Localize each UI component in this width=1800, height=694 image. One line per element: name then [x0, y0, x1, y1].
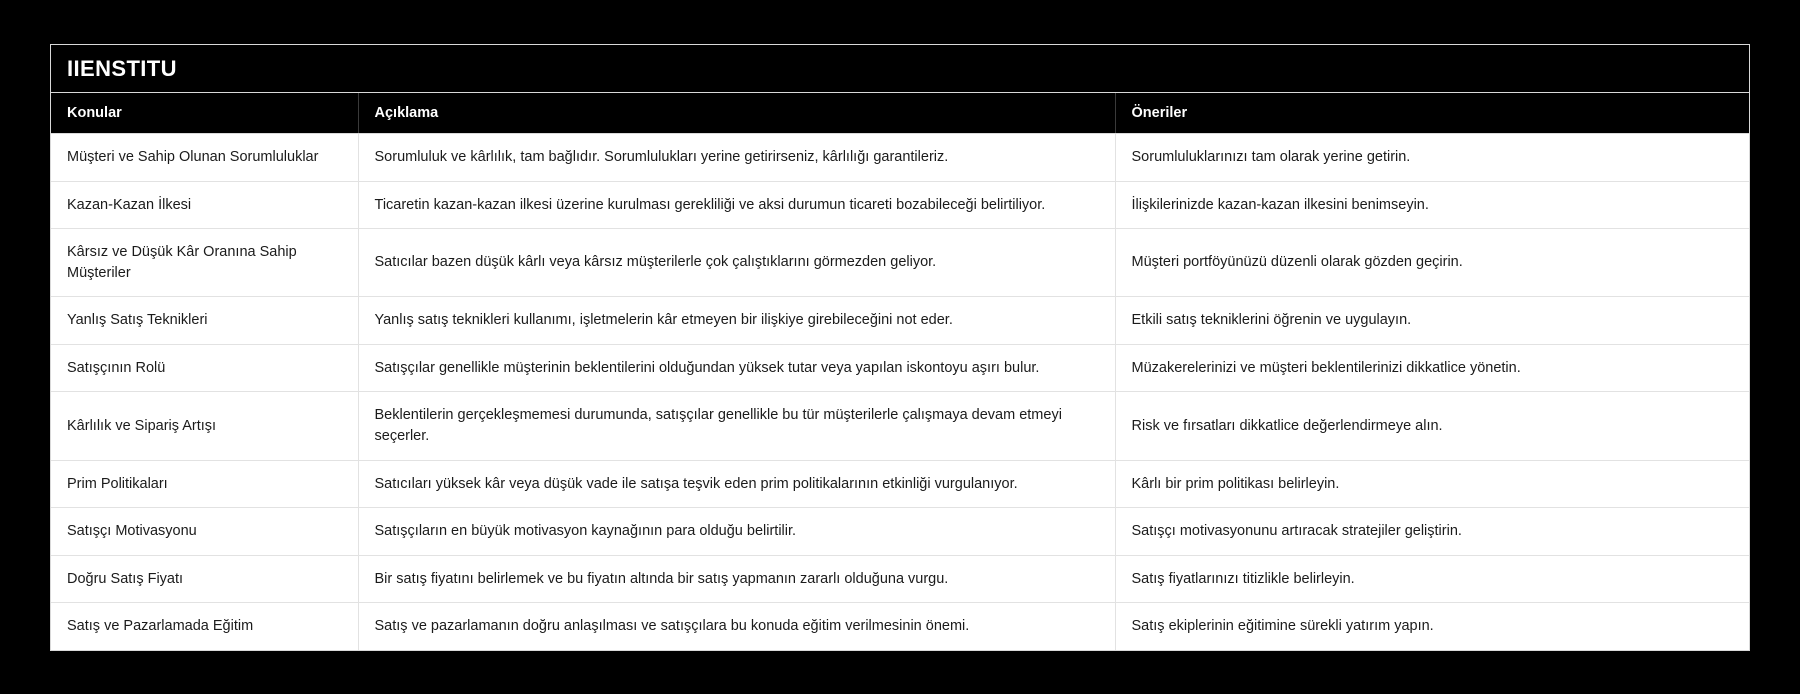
cell-konular: Müşteri ve Sahip Olunan Sorumluluklar	[51, 134, 358, 182]
table-card	[50, 44, 1750, 651]
cell-aciklama: Ticaretin kazan-kazan ilkesi üzerine kurulması gerekliliği ve aksi durumun ticareti bozabileceği belirtiliyor.	[358, 181, 1115, 229]
cell-aciklama: Satıcılar bazen düşük kârlı veya kârsız müşterilerle çok çalıştıklarını görmezden geliyor.	[358, 229, 1115, 297]
cell-aciklama: Yanlış satış teknikleri kullanımı, işletmelerin kâr etmeyen bir ilişkiye girebileceğini not eder.	[358, 297, 1115, 345]
column-header-aciklama[interactable]: Açıklama	[358, 93, 1115, 134]
table-row	[51, 181, 1749, 229]
column-header-oneriler[interactable]: Öneriler	[1115, 93, 1749, 134]
table-header-row	[51, 93, 1749, 134]
cell-konular: Prim Politikaları	[51, 460, 358, 508]
cell-oneriler: Satış fiyatlarınızı titizlikle belirleyin.	[1115, 555, 1749, 603]
cell-konular: Satışçı Motivasyonu	[51, 508, 358, 556]
table-row	[51, 555, 1749, 603]
table-row	[51, 344, 1749, 392]
cell-aciklama: Sorumluluk ve kârlılık, tam bağlıdır. Sorumlulukları yerine getirirseniz, kârlılığı garantileriz.	[358, 134, 1115, 182]
cell-oneriler: Müşteri portföyünüzü düzenli olarak gözden geçirin.	[1115, 229, 1749, 297]
table-row	[51, 229, 1749, 297]
cell-aciklama: Satışçıların en büyük motivasyon kaynağının para olduğu belirtilir.	[358, 508, 1115, 556]
cell-konular: Kazan-Kazan İlkesi	[51, 181, 358, 229]
cell-konular: Yanlış Satış Teknikleri	[51, 297, 358, 345]
cell-oneriler: Satış ekiplerinin eğitimine sürekli yatırım yapın.	[1115, 603, 1749, 650]
cell-konular: Kârsız ve Düşük Kâr Oranına Sahip Müşteriler	[51, 229, 358, 297]
cell-aciklama: Satışçılar genellikle müşterinin beklentilerini olduğundan yüksek tutar veya yapılan iskontoyu aşırı bulur.	[358, 344, 1115, 392]
cell-konular: Doğru Satış Fiyatı	[51, 555, 358, 603]
cell-konular: Satışçının Rolü	[51, 344, 358, 392]
table-row	[51, 297, 1749, 345]
table-row	[51, 508, 1749, 556]
table-row	[51, 460, 1749, 508]
cell-aciklama: Satış ve pazarlamanın doğru anlaşılması ve satışçılara bu konuda eğitim verilmesinin önemi.	[358, 603, 1115, 650]
cell-aciklama: Bir satış fiyatını belirlemek ve bu fiyatın altında bir satış yapmanın zararlı olduğuna vurgu.	[358, 555, 1115, 603]
cell-oneriler: Sorumluluklarınızı tam olarak yerine getirin.	[1115, 134, 1749, 182]
brand-logo: IIENSTITU	[67, 55, 177, 81]
cell-oneriler: İlişkilerinizde kazan-kazan ilkesini benimseyin.	[1115, 181, 1749, 229]
table-row	[51, 134, 1749, 182]
cell-oneriler: Müzakerelerinizi ve müşteri beklentilerinizi dikkatlice yönetin.	[1115, 344, 1749, 392]
table-row	[51, 603, 1749, 650]
cell-konular: Satış ve Pazarlamada Eğitim	[51, 603, 358, 650]
table-header	[51, 93, 1749, 134]
cell-oneriler: Etkili satış tekniklerini öğrenin ve uygulayın.	[1115, 297, 1749, 345]
cell-konular: Kârlılık ve Sipariş Artışı	[51, 392, 358, 460]
cell-oneriler: Risk ve fırsatları dikkatlice değerlendirmeye alın.	[1115, 392, 1749, 460]
brand-bar	[51, 45, 1749, 93]
cell-oneriler: Kârlı bir prim politikası belirleyin.	[1115, 460, 1749, 508]
cell-aciklama: Beklentilerin gerçekleşmemesi durumunda, satışçılar genellikle bu tür müşterilerle çalışmaya devam etmeyi seçerler.	[358, 392, 1115, 460]
table-body	[51, 134, 1749, 650]
content-table	[51, 93, 1749, 650]
table-row	[51, 392, 1749, 460]
column-header-konular[interactable]: Konular	[51, 93, 358, 134]
cell-oneriler: Satışçı motivasyonunu artıracak stratejiler geliştirin.	[1115, 508, 1749, 556]
cell-aciklama: Satıcıları yüksek kâr veya düşük vade ile satışa teşvik eden prim politikalarının etkinliği vurgulanıyor.	[358, 460, 1115, 508]
